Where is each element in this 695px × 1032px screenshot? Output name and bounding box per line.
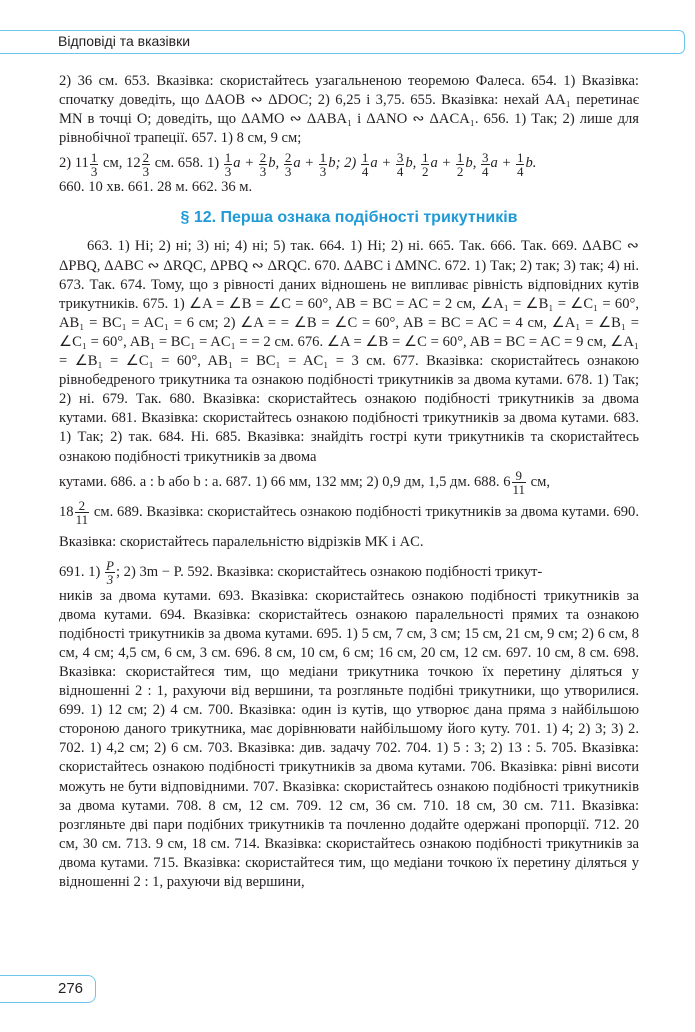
fraction: $\frac{3}{4}$ — [396, 149, 404, 179]
running-header: Відповіді та вказівки — [58, 33, 191, 49]
fraction: $\frac{1}{3}$ — [319, 149, 327, 179]
page-number: 276 — [58, 980, 84, 997]
fraction: $\frac{2}{11}$ — [75, 497, 89, 527]
paragraph-fraction: 691. 1) $\frac{P}{3}$ ; 2) 3m − P. 592. Вказівка: скористайтесь ознакою подібності трикут- — [59, 557, 543, 587]
fraction: $\frac{3}{4}$ — [482, 149, 489, 179]
paragraph: 663. 1) Ні; 2) ні; 3) ні; 4) ні; 5) так. 664. 1) Ні; 2) ні. 665. Так. 666. Так. 669. ΔABC ∾ ΔPBQ, ΔABC ∾ ΔRQC, ΔPBQ ∾ ΔRQC. 670. ΔABC і ΔMNC. 672. 1) Так; 2) так; 3) так; 4) ні. 673. Так. 674. Тому, що з рівності даних відношень не випливає рівність відповідних кутів трикутників. 675. 1) ∠A = ∠B = ∠C = 60°, AB = BC = AC = 2 см, ∠A₁ = ∠B₁ = ∠C₁ = 60°, AB₁ = BC₁ = AC₁ = 6 см; 2) ∠A = = ∠B = ∠C = 60°, AB = BC = AC = 4 см, ∠A₁ = ∠B₁ = ∠C₁ = 60°, AB₁ = BC₁ = AC₁ = = 2 см. 676. ∠A = ∠B = ∠C = 60°, AB = BC = AC = 9 см, ∠A₁ = ∠B₁ = ∠C₁ = 60°, AB₁ = BC₁ = AC₁ = 3 см. 677. Вказівка: скористайтесь ознакою рівнобедреного трикутника та ознакою подібності трикутників за двома кутами. 678. 1) Так; 2) ні. 679. Так. 680. Вказівка: скористайтесь ознакою подібності трикутників за двома кутами. 681. Вказівка: скористайтесь ознакою подібності трикутників за двома кутами. 683. 1) Так; 2) так. 684. Ні. 685. Вказівка: знайдіть гострі кути трикутників та скористайтесь ознакою подібності трикутників за двома — [59, 238, 639, 465]
fraction: $\frac{P}{3}$ — [106, 557, 114, 587]
fraction: $\frac{1}{2}$ — [421, 149, 429, 179]
answers-content — [59, 72, 639, 892]
fraction: $\frac{2}{3}$ — [284, 149, 292, 179]
fraction: $\frac{9}{11}$ — [512, 467, 526, 497]
paragraph: 660. 10 хв. 661. 28 м. 662. 36 м. — [59, 179, 253, 196]
fraction: $\frac{2}{3}$ — [142, 149, 150, 179]
section-heading: § 12. Перша ознака подібності трикутників — [180, 209, 518, 227]
fraction: $\frac{1}{2}$ — [456, 149, 464, 179]
paragraph-fraction: кутами. 686. a : b або b : a. 687. 1) 66 мм, 132 мм; 2) 0,9 дм, 1,5 дм. 688. 6 $\frac{9}{11}$ см, — [59, 467, 551, 497]
paragraph: 2) 36 см. 653. Вказівка: скористайтесь узагальненою теоремою Фалеса. 654. 1) Вказівка: спочатку доведіть, що ΔAOB ∾ ΔDOC; 2) 6,25 і 3,75. 655. Вказівка: нехай AA₁ перетинає MN в точці O; доведіть, що ΔAMO ∾ ΔABA₁ і ΔANO ∾ ΔACA₁. 656. 1) Так; 2) лише для рівнобічної трапеції. 657. 1) 8 см, 9 см; — [59, 73, 639, 147]
fraction: $\frac{1}{4}$ — [516, 149, 524, 179]
fraction: $\frac{1}{4}$ — [361, 149, 369, 179]
fraction: $\frac{1}{3}$ — [224, 149, 232, 179]
paragraph: ників за двома кутами. 693. Вказівка: скористайтесь ознакою подібності трикутників за двома кутами. 694. Вказівка: скористайтесь ознакою паралельності прямих та ознакою подібності трикутників за двома кутами. 695. 1) 5 см, 7 см, 3 см; 15 см, 21 см, 9 см; 2) 6 см, 8 см, 4 см; 4,5 см, 6 см, 3 см. 696. 8 см, 10 см, 6 см; 16 см, 20 см, 12 см. 697. 10 см, 8 см. 698. Вказівка: скористайтеся тим, що медіани трикутника точкою їх перетину діляться у відношенні 2 : 1, рахуючи від вершини, та розгляньте подібні трикутники, що утворилися. 699. 1) 12 см; 2) 4 см. 700. Вказівка: один із кутів, що утворює дана пряма з найбільшою стороною даного трикутника, має дорівнювати найбільшому його куту. 701. 1) 4; 2) 3; 3) 2. 702. 1) 4,2 см; 2) 6 см. 703. Вказівка: див. задачу 702. 704. 1) 5 : 3; 2) 13 : 5. 705. Вказівка: скористайтесь ознакою подібності трикутників за двома кутами. 706. Вказівка: рівні висоти можуть не бути відповідними. 707. Вказівка: скористайтесь ознакою подібності трикутників за двома кутами. 708. 8 см, 12 см. 709. 12 см, 36 см. 710. 18 см, 30 см. 711. Вказівка: розгляньте дві пари подібних трикутників та почленно додайте одержані пропорції. 712. 20 см, 30 см. 713. 9 см, 18 см. 714. Вказівка: скористайтесь ознакою подібності трикутників за двома кутами. 715. Вказівка: скористайтеся тим, що медіани точкою їх перетину діляться у відношенні 2 : 1, рахуючи від вершини, — [59, 587, 639, 890]
fraction: $\frac{2}{3}$ — [259, 149, 267, 179]
paragraph-fraction: 18 $\frac{2}{11}$ см. 689. Вказівка: скористайтесь ознакою подібності трикутників за двома кутами. 690. Вказівка: скористайтесь паралельністю відрізків MK і AC. — [59, 497, 639, 550]
fraction: $\frac{1}{3}$ — [90, 149, 98, 179]
paragraph-fractions: 2) 11 $\frac{1}{3}$ см, 12 $\frac{2}{3}$ см. 658. 1) $\frac{1}{3}$ a + $\frac{2}{3}$ b, $\frac{2}{3}$ a + $\frac{1}{3}$ b; 2) $\frac{1}{4}$ a + $\frac{3}{4}$ b, $\frac{1}{2}$ a + $\frac{1}{2}$ b, $\frac{3}{4}$ a + $\frac{1}{4}$ b. — [59, 149, 537, 179]
